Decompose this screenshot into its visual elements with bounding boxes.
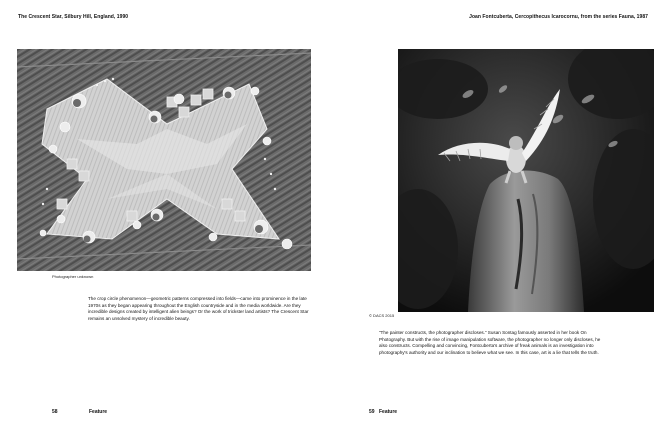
- right-photo-credit: © DACS 2015: [369, 313, 395, 318]
- crop-circle-image: [17, 49, 311, 271]
- left-body-text: The crop circle phenomenon—geometric patterns compressed into fields—came into prominence in the late 1970s as they began appearing throughout the English countryside and in the media worldwide. Are they incredible designs created by intelligent alien beings? Or the work of trickster land artists? The Crescent Star remains an unsolved mystery of incredible beauty.: [88, 296, 309, 321]
- left-page-number: 58: [52, 409, 58, 415]
- right-page-number: 59: [369, 409, 375, 415]
- winged-monkey-image: [398, 49, 654, 312]
- crop-circle-photo: [17, 49, 311, 271]
- left-photo-caption: The Crescent Star, Silbury Hill, England, 1990: [18, 14, 129, 20]
- left-section-label: Feature: [89, 409, 108, 415]
- left-photo-credit: Photographer unknown: [52, 274, 94, 279]
- winged-monkey-photo: [398, 49, 654, 312]
- right-page: [335, 0, 670, 435]
- right-photo-caption: Joan Fontcuberta, Cercopithecus Icarocornu, from the series Fauna, 1987: [469, 14, 648, 20]
- right-body-text: “The painter constructs, the photographer discloses.” Susan Sontag famously asserted in her book On Photography. But with the rise of image manipulation software, the photographer no longer only discloses, he also constructs. Compelling and convincing, Fontcuberta's archive of freak animals is an investigation into photography's authority and our inclination to believe what we see. In this case, art is a lie that tells the truth.: [379, 330, 601, 355]
- right-section-label: Feature: [379, 409, 398, 415]
